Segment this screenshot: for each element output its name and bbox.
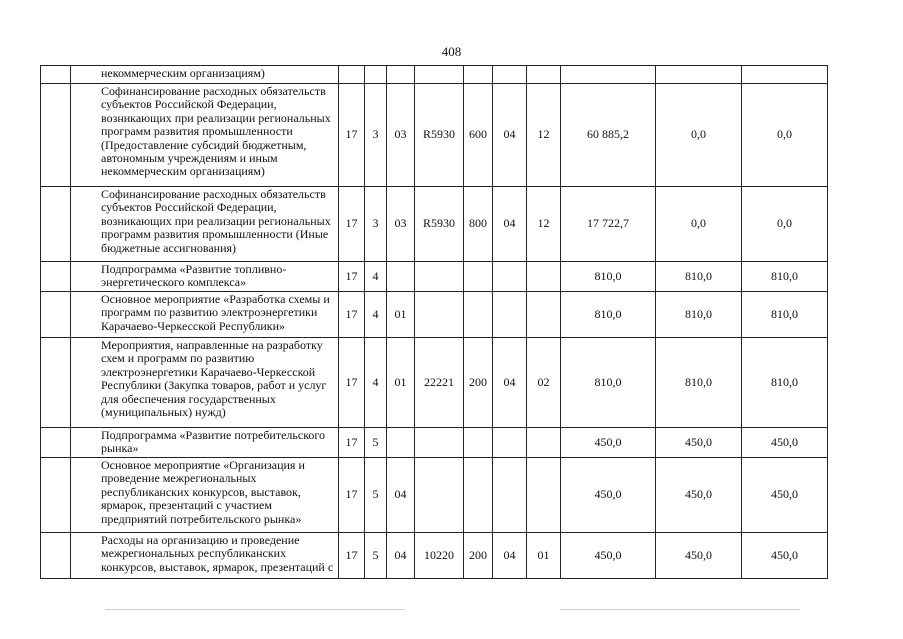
amount-cell: 810,0 — [561, 338, 656, 428]
code-cell — [493, 262, 527, 292]
table-row — [41, 458, 828, 533]
code-cell: 17 — [339, 533, 365, 579]
code-cell: 4 — [365, 262, 387, 292]
code-cell — [527, 262, 561, 292]
amount-cell — [656, 66, 742, 84]
amount-cell: 450,0 — [742, 458, 828, 533]
amount-cell — [561, 66, 656, 84]
code-cell: 17 — [339, 262, 365, 292]
row-marker-cell — [41, 428, 71, 458]
code-cell: 17 — [339, 338, 365, 428]
table-row — [41, 66, 828, 84]
code-cell: 200 — [464, 338, 493, 428]
table-row — [41, 338, 828, 428]
amount-cell: 0,0 — [742, 84, 828, 187]
amount-cell: 810,0 — [742, 292, 828, 338]
amount-cell: 0,0 — [742, 187, 828, 262]
code-cell: 10220 — [415, 533, 464, 579]
amount-cell: 810,0 — [561, 292, 656, 338]
budget-table — [40, 65, 828, 579]
amount-cell: 450,0 — [742, 428, 828, 458]
code-cell — [415, 66, 464, 84]
code-cell: 04 — [493, 533, 527, 579]
description-cell: Софинансирование расходных обязательств субъектов Российской Федерации, возникающих при реализации региональных программ развития промышленности (Предоставление субсидий бюджетным, автономным учреждениям и иным некоммерческим организациям) — [71, 84, 339, 187]
amount-cell — [742, 66, 828, 84]
code-cell — [415, 428, 464, 458]
description-cell: Основное мероприятие «Разработка схемы и программ по развитию электроэнергетики Карачаево-Черкесской Республики» — [71, 292, 339, 338]
code-cell: 3 — [365, 84, 387, 187]
table-row — [41, 187, 828, 262]
code-cell: 17 — [339, 187, 365, 262]
amount-cell: 450,0 — [656, 428, 742, 458]
amount-cell: 810,0 — [656, 292, 742, 338]
amount-cell: 450,0 — [561, 428, 656, 458]
amount-cell: 0,0 — [656, 187, 742, 262]
code-cell — [527, 428, 561, 458]
description-cell: Подпрограмма «Развитие топливно-энергетического комплекса» — [71, 262, 339, 292]
amount-cell: 810,0 — [742, 338, 828, 428]
code-cell: 01 — [387, 292, 415, 338]
amount-cell: 450,0 — [656, 533, 742, 579]
code-cell: 04 — [387, 533, 415, 579]
code-cell: 01 — [527, 533, 561, 579]
code-cell: 03 — [387, 187, 415, 262]
row-marker-cell — [41, 292, 71, 338]
table-row — [41, 84, 828, 187]
code-cell: 3 — [365, 187, 387, 262]
code-cell: 4 — [365, 338, 387, 428]
table-row — [41, 428, 828, 458]
code-cell: 5 — [365, 458, 387, 533]
code-cell: 12 — [527, 84, 561, 187]
code-cell: 04 — [493, 84, 527, 187]
code-cell: 5 — [365, 428, 387, 458]
row-marker-cell — [41, 533, 71, 579]
code-cell — [365, 66, 387, 84]
amount-cell: 450,0 — [656, 458, 742, 533]
code-cell: 17 — [339, 428, 365, 458]
description-cell: Основное мероприятие «Организация и проведение межрегиональных республиканских конкурсов, выставок, ярмарок, презентаций с участием предприятий потребительского рынка» — [71, 458, 339, 533]
code-cell: 200 — [464, 533, 493, 579]
amount-cell: 810,0 — [656, 338, 742, 428]
code-cell — [493, 428, 527, 458]
description-cell: Расходы на организацию и проведение межрегиональных республиканских конкурсов, выставок, ярмарок, презентаций с — [71, 533, 339, 579]
amount-cell: 0,0 — [656, 84, 742, 187]
amount-cell: 810,0 — [742, 262, 828, 292]
code-cell — [527, 458, 561, 533]
amount-cell: 450,0 — [561, 458, 656, 533]
code-cell: R5930 — [415, 84, 464, 187]
code-cell: 04 — [493, 338, 527, 428]
amount-cell: 810,0 — [561, 262, 656, 292]
code-cell: R5930 — [415, 187, 464, 262]
row-marker-cell — [41, 262, 71, 292]
code-cell: 22221 — [415, 338, 464, 428]
row-marker-cell — [41, 187, 71, 262]
code-cell — [387, 66, 415, 84]
description-cell: Подпрограмма «Развитие потребительского рынка» — [71, 428, 339, 458]
code-cell: 04 — [387, 458, 415, 533]
amount-cell: 450,0 — [561, 533, 656, 579]
code-cell: 03 — [387, 84, 415, 187]
amount-cell: 810,0 — [656, 262, 742, 292]
row-marker-cell — [41, 338, 71, 428]
table-row — [41, 292, 828, 338]
code-cell — [527, 66, 561, 84]
row-marker-cell — [41, 458, 71, 533]
page-number: 408 — [441, 44, 462, 59]
code-cell: 17 — [339, 458, 365, 533]
code-cell — [464, 428, 493, 458]
code-cell: 04 — [493, 187, 527, 262]
code-cell — [464, 292, 493, 338]
amount-cell: 450,0 — [742, 533, 828, 579]
table-row — [41, 533, 828, 579]
row-marker-cell — [41, 84, 71, 187]
code-cell — [464, 262, 493, 292]
row-marker-cell — [41, 66, 71, 84]
code-cell: 02 — [527, 338, 561, 428]
scan-artifact-line — [560, 609, 800, 610]
amount-cell: 60 885,2 — [561, 84, 656, 187]
code-cell — [493, 292, 527, 338]
code-cell: 600 — [464, 84, 493, 187]
scan-artifact-line — [105, 609, 405, 610]
code-cell — [415, 262, 464, 292]
table-row — [41, 262, 828, 292]
amount-cell: 17 722,7 — [561, 187, 656, 262]
code-cell — [464, 66, 493, 84]
description-cell: некоммерческим организациям) — [71, 66, 339, 84]
code-cell — [527, 292, 561, 338]
code-cell: 17 — [339, 292, 365, 338]
description-cell: Софинансирование расходных обязательств субъектов Российской Федерации, возникающих при реализации региональных программ развития промышленности (Иные бюджетные ассигнования) — [71, 187, 339, 262]
code-cell — [415, 458, 464, 533]
code-cell: 5 — [365, 533, 387, 579]
code-cell: 17 — [339, 84, 365, 187]
code-cell: 4 — [365, 292, 387, 338]
code-cell — [493, 66, 527, 84]
code-cell: 01 — [387, 338, 415, 428]
code-cell: 12 — [527, 187, 561, 262]
code-cell: 800 — [464, 187, 493, 262]
code-cell — [387, 428, 415, 458]
code-cell — [415, 292, 464, 338]
code-cell — [464, 458, 493, 533]
code-cell — [493, 458, 527, 533]
description-cell: Мероприятия, направленные на разработку схем и программ по развитию электроэнергетики Карачаево-Черкесской Республики (Закупка товаров, работ и услуг для обеспечения государственных (муниципальных) нужд) — [71, 338, 339, 428]
code-cell — [339, 66, 365, 84]
code-cell — [387, 262, 415, 292]
